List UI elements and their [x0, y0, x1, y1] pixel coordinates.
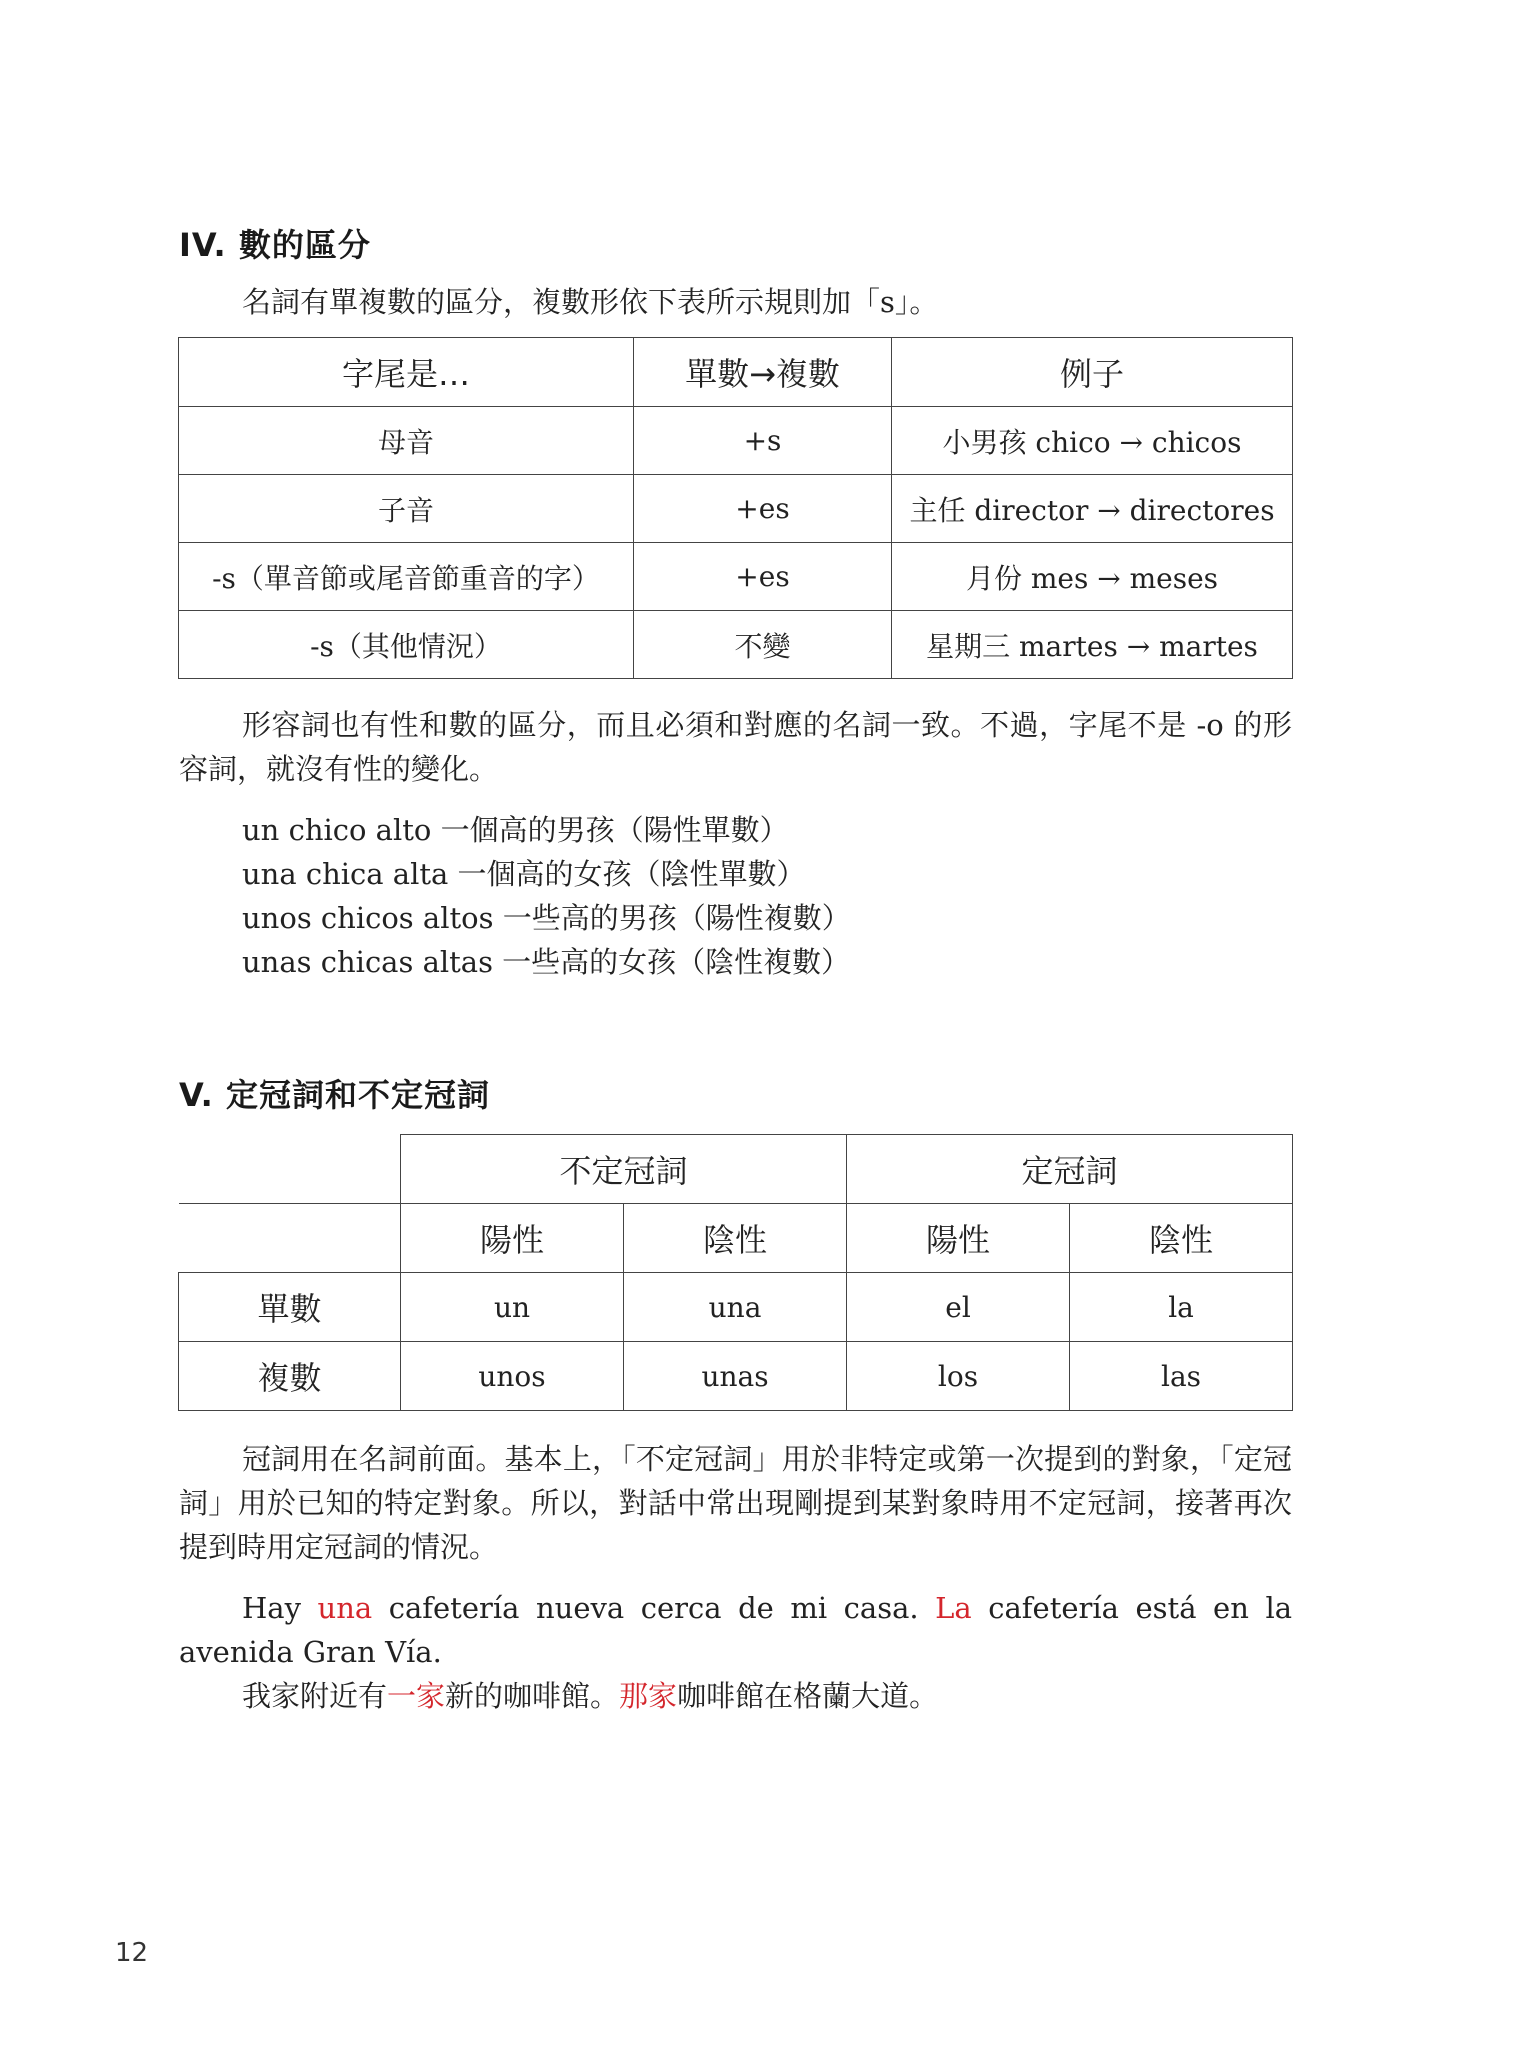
header-ending: 字尾是… [179, 338, 634, 407]
translation-text: 咖啡館在格蘭大道。 [677, 1679, 939, 1713]
header-masculine: 陽性 [847, 1204, 1070, 1273]
row-label-singular: 單數 [179, 1273, 401, 1342]
table-cell: 星期三 martes → martes [892, 611, 1293, 679]
highlight-definite: 那家 [619, 1679, 678, 1713]
spanish-example [179, 1586, 1292, 1674]
table-cell: una [624, 1273, 847, 1342]
table-cell: -s（其他情況） [179, 611, 634, 679]
list-item: unas chicas altas 一些高的女孩（陰性複數） [242, 945, 851, 979]
section-title-numbers: IV. 數的區分 [179, 226, 371, 264]
intro-paragraph: 名詞有單複數的區分，複數形依下表所示規則加「s」。 [242, 285, 939, 319]
table-cell: +s [634, 407, 892, 475]
header-indefinite: 不定冠詞 [401, 1135, 847, 1204]
table-cell: unos [401, 1342, 624, 1411]
table-cell: unas [624, 1342, 847, 1411]
example-text: cafetería nueva cerca de mi casa. [372, 1591, 936, 1625]
table-cell: +es [634, 543, 892, 611]
table-cell: 小男孩 chico → chicos [892, 407, 1293, 475]
header-feminine: 陰性 [1070, 1204, 1293, 1273]
empty-corner [179, 1204, 401, 1273]
table-row [179, 1342, 1293, 1411]
table-row [179, 1273, 1293, 1342]
plural-rules-table [178, 337, 1293, 679]
adjective-examples [242, 808, 851, 984]
list-item: un chico alto 一個高的男孩（陽性單數） [242, 813, 789, 847]
articles-table [178, 1134, 1293, 1411]
table-row [179, 475, 1293, 543]
table-subheader-row [179, 1204, 1293, 1273]
example-text: cafetería está en la avenida Gran Vía. [179, 1591, 1293, 1669]
table-cell: 不變 [634, 611, 892, 679]
highlight-indefinite: una [317, 1591, 373, 1625]
translation-text: 我家附近有 [242, 1679, 388, 1713]
translation-text: 新的咖啡館。 [445, 1679, 620, 1713]
table-cell: 主任 director → directores [892, 475, 1293, 543]
highlight-indefinite: 一家 [387, 1679, 446, 1713]
example-text: Hay [242, 1591, 318, 1625]
header-singular-plural: 單數→複數 [634, 338, 892, 407]
list-item: unos chicos altos 一些高的男孩（陽性複數） [242, 901, 851, 935]
header-example: 例子 [892, 338, 1293, 407]
table-cell: +es [634, 475, 892, 543]
table-row [179, 611, 1293, 679]
highlight-definite: La [935, 1591, 972, 1625]
table-header-row [179, 1135, 1293, 1204]
section-title-articles: V. 定冠詞和不定冠詞 [179, 1076, 490, 1114]
empty-corner [179, 1135, 401, 1204]
table-row [179, 543, 1293, 611]
row-label-plural: 複數 [179, 1342, 401, 1411]
page-number: 12 [115, 1938, 149, 1968]
articles-explanation: 冠詞用在名詞前面。基本上，「不定冠詞」用於非特定或第一次提到的對象，「定冠詞」用於已知的特定對象。所以，對話中常出現剛提到某對象時用不定冠詞，接著再次提到時用定冠詞的情況。 [179, 1442, 1292, 1564]
chinese-translation [179, 1674, 1292, 1718]
table-cell: 月份 mes → meses [892, 543, 1293, 611]
table-row [179, 407, 1293, 475]
table-cell: las [1070, 1342, 1293, 1411]
table-cell: el [847, 1273, 1070, 1342]
list-item: una chica alta 一個高的女孩（陰性單數） [242, 857, 806, 891]
table-header-row [179, 338, 1293, 407]
table-cell: la [1070, 1273, 1293, 1342]
table-cell: un [401, 1273, 624, 1342]
header-definite: 定冠詞 [847, 1135, 1293, 1204]
table-cell: 母音 [179, 407, 634, 475]
table-cell: los [847, 1342, 1070, 1411]
header-feminine: 陰性 [624, 1204, 847, 1273]
table-cell: 子音 [179, 475, 634, 543]
header-masculine: 陽性 [401, 1204, 624, 1273]
table-cell: -s（單音節或尾音節重音的字） [179, 543, 634, 611]
adjective-paragraph: 形容詞也有性和數的區分，而且必須和對應的名詞一致。不過，字尾不是 -o 的形容詞，就沒有性的變化。 [179, 708, 1292, 786]
